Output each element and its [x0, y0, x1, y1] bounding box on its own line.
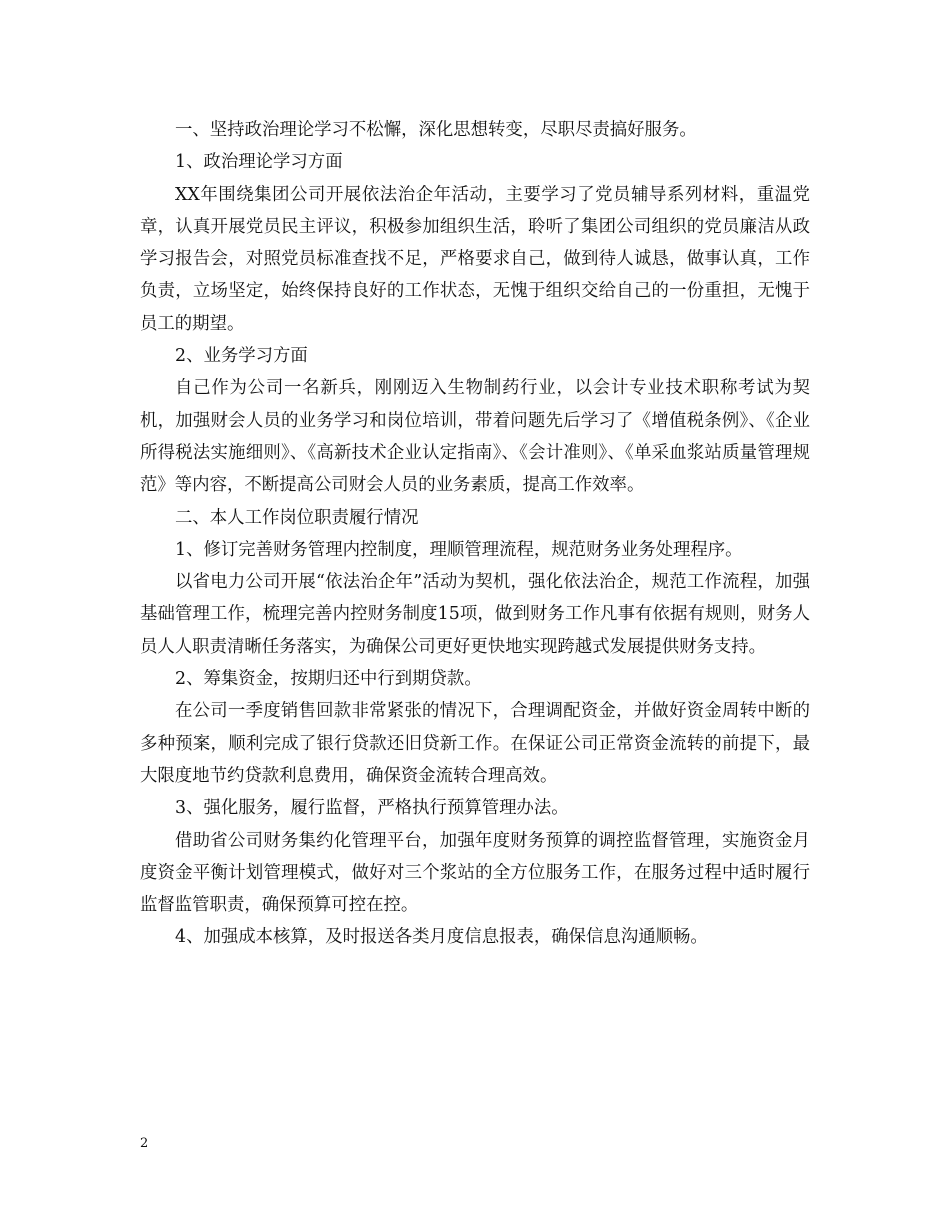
paragraph: 二、本人工作岗位职责履行情况	[175, 507, 419, 528]
page-number: 2	[140, 1136, 149, 1151]
paragraph: 1、政治理论学习方面	[175, 152, 343, 173]
paragraph: 以省电力公司开展“依法治企年”活动为契机，强化依法治企，规范工作流程，加强基础管理工作，梳理完善内控财务制度15项，做到财务工作凡事有依据有规则，财务人员人人职责清晰任务落实，为确保公司更好更快地实现跨越式发展提供财务支持。	[140, 572, 810, 657]
paragraph: XX年围绕集团公司开展依法治企年活动，主要学习了党员辅导系列材料，重温党章，认真开展党员民主评议，积极参加组织生活，聆听了集团公司组织的党员廉洁从政学习报告会，对照党员标准查找不足，严格要求自己，做到待人诚恳，做事认真，工作负责，立场坚定，始终保持良好的工作状态，无愧于组织交给自己的一份重担，无愧于员工的期望。	[140, 184, 810, 334]
paragraph: 在公司一季度销售回款非常紧张的情况下，合理调配资金，并做好资金周转中断的多种预案，顺利完成了银行贷款还旧贷新工作。在保证公司正常资金流转的前提下，最大限度地节约贷款利息费用，确保资金流转合理高效。	[140, 701, 810, 786]
paragraph: 4、加强成本核算，及时报送各类月度信息报表，确保信息沟通顺畅。	[175, 927, 708, 948]
paragraph: 3、强化服务，履行监督，严格执行预算管理办法。	[175, 798, 569, 819]
paragraph: 1、修订完善财务管理内控制度，理顺管理流程，规范财务业务处理程序。	[175, 539, 743, 560]
document-body	[140, 114, 810, 954]
paragraph: 2、筹集资金，按期归还中行到期贷款。	[175, 669, 482, 690]
paragraph: 借助省公司财务集约化管理平台，加强年度财务预算的调控监督管理，实施资金月度资金平衡计划管理模式，做好对三个浆站的全方位服务工作，在服务过程中适时履行监督监管职责，确保预算可控在控。	[140, 830, 810, 916]
paragraph: 一、坚持政治理论学习不松懈，深化思想转变，尽职尽责搞好服务。	[175, 120, 697, 140]
paragraph: 2、业务学习方面	[175, 346, 308, 367]
paragraph: 自己作为公司一名新兵，刚刚迈入生物制药行业，以会计专业技术职称考试为契机，加强财会人员的业务学习和岗位培训，带着问题先后学习了《增值税条例》、《企业所得税法实施细则》、《高新技术企业认定指南》、《会计准则》、《单采血浆站质量管理规范》等内容，不断提高公司财会人员的业务素质，提高工作效率。	[140, 378, 810, 496]
